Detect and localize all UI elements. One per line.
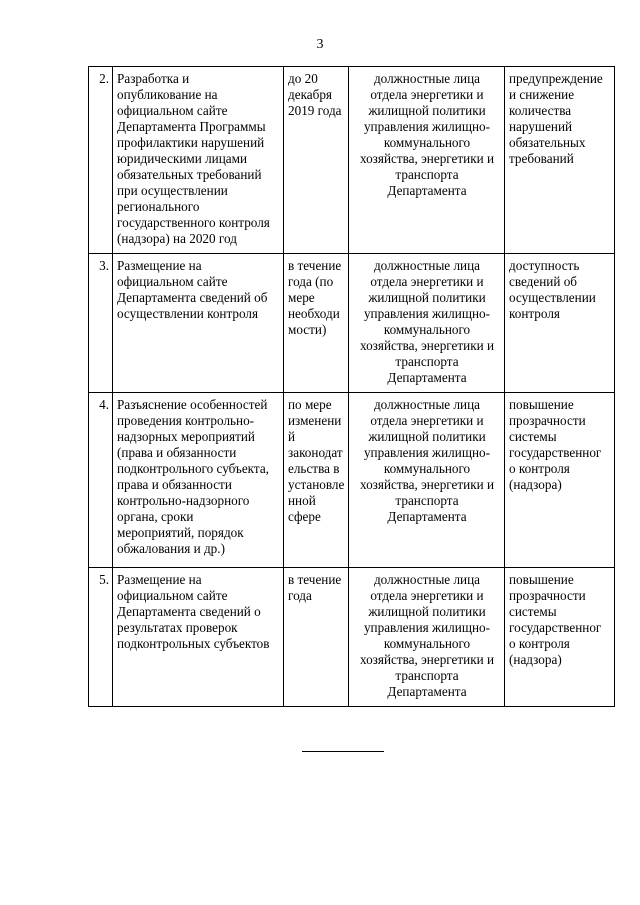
row-number: 5.: [89, 568, 113, 707]
deadline-cell: в течение года (по мере необходи мости): [284, 254, 349, 393]
table-row: [89, 393, 615, 568]
responsible-cell: должностные лица отдела энергетики и жилищной политики управления жилищно- коммунального хозяйства, энергетики и транспорта Департамента: [349, 568, 505, 707]
row-number: 2.: [89, 67, 113, 254]
measures-table: [88, 66, 615, 707]
responsible-cell: должностные лица отдела энергетики и жилищной политики управления жилищно- коммунального хозяйства, энергетики и транспорта Департамента: [349, 254, 505, 393]
action-cell: Разъяснение особенностей проведения контрольно- надзорных мероприятий (права и обязанности подконтрольного субъекта, права и обязанности контрольно-надзорного органа, сроки мероприятий, порядок обжалования и др.): [113, 393, 284, 568]
deadline-cell: до 20 декабря 2019 года: [284, 67, 349, 254]
responsible-cell: должностные лица отдела энергетики и жилищной политики управления жилищно- коммунального хозяйства, энергетики и транспорта Департамента: [349, 393, 505, 568]
row-number: 3.: [89, 254, 113, 393]
table-row: [89, 568, 615, 707]
action-cell: Размещение на официальном сайте Департамента сведений об осуществлении контроля: [113, 254, 284, 393]
page-number: 3: [316, 37, 324, 52]
result-cell: повышение прозрачности системы государственног о контроля (надзора): [505, 393, 615, 568]
end-of-document-rule: [302, 751, 384, 752]
responsible-cell: должностные лица отдела энергетики и жилищной политики управления жилищно- коммунального хозяйства, энергетики и транспорта Департамента: [349, 67, 505, 254]
result-cell: предупреждение и снижение количества нарушений обязательных требований: [505, 67, 615, 254]
table-row: [89, 254, 615, 393]
row-number: 4.: [89, 393, 113, 568]
deadline-cell: в течение года: [284, 568, 349, 707]
action-cell: Разработка и опубликование на официальном сайте Департамента Программы профилактики нарушений юридическими лицами обязательных требований при осуществлении регионального государственного контроля (надзора) на 2020 год: [113, 67, 284, 254]
result-cell: доступность сведений об осуществлении контроля: [505, 254, 615, 393]
table-row: [89, 67, 615, 254]
action-cell: Размещение на официальном сайте Департамента сведений о результатах проверок подконтрольных субъектов: [113, 568, 284, 707]
result-cell: повышение прозрачности системы государственног о контроля (надзора): [505, 568, 615, 707]
deadline-cell: по мере изменени й законодат ельства в установле нной сфере: [284, 393, 349, 568]
